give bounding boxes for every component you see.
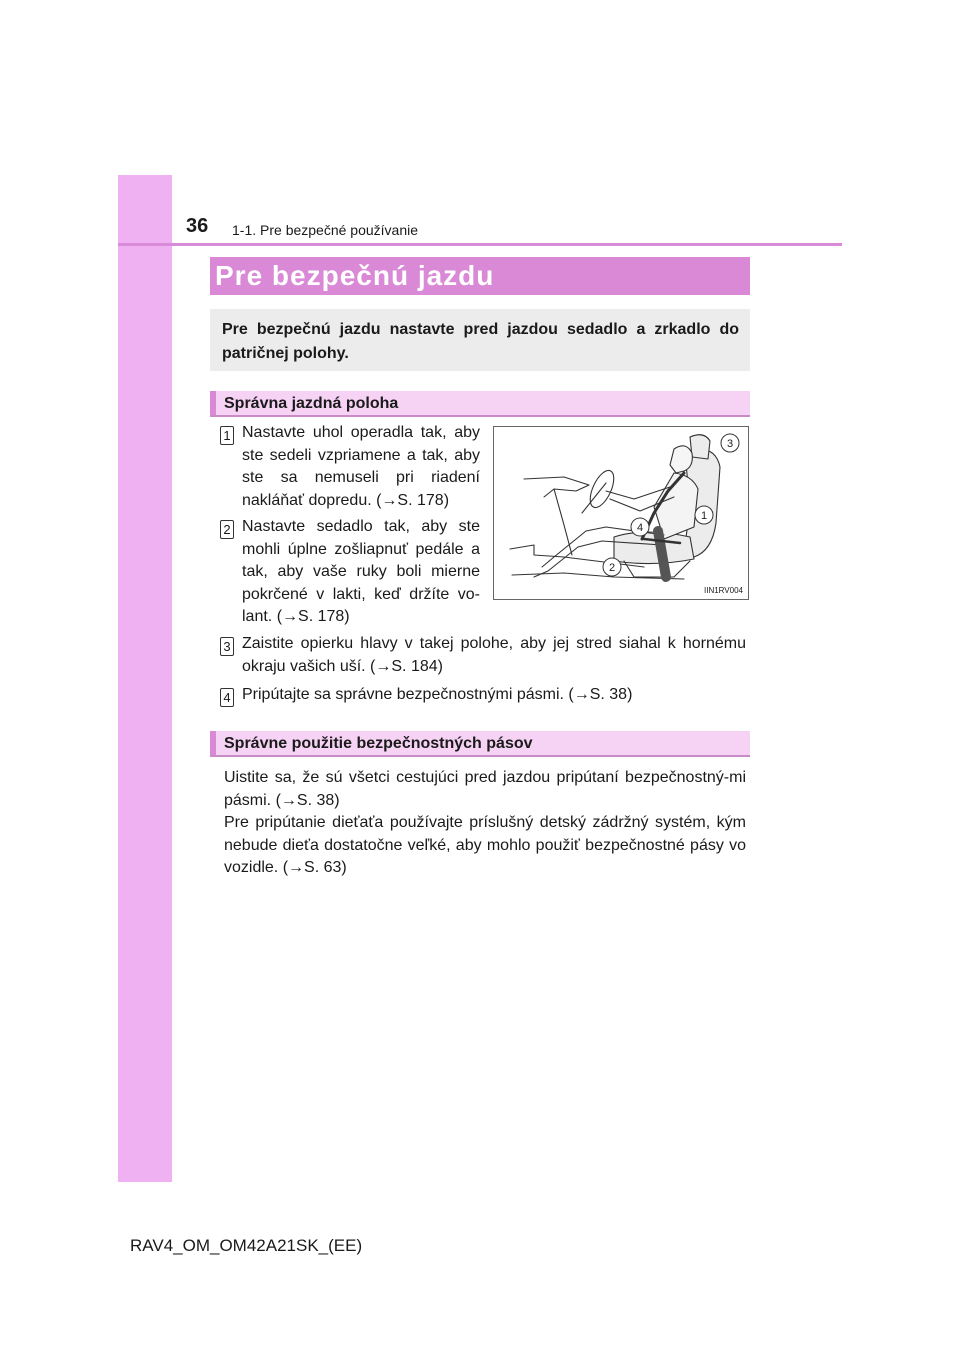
item-1-text: Nastavte uhol operadla tak, aby ste sedeli vzpriamene a tak, aby ste sa nemuseli pri riadení nakláňať dopredu. (→S. 178) (242, 424, 480, 509)
driver-illustration (494, 427, 748, 599)
side-margin-bar (118, 175, 172, 1182)
subheading-seatbelt-use (210, 731, 750, 757)
document-code-footer: RAV4_OM_OM42A21SK_(EE) (130, 1236, 363, 1255)
callout-label: 1 (700, 510, 708, 522)
page-number: 36 (186, 215, 209, 237)
section-breadcrumb: 1-1. Pre bezpečné používanie (232, 222, 419, 238)
item-4-text: Pripútajte sa správne bezpečnostnými pásmi. (→S. 38) (242, 686, 633, 703)
page-title: Pre bezpečnú jazdu (215, 260, 495, 291)
item-number-badge: 3 (220, 637, 234, 656)
subheading-stripe (210, 731, 216, 755)
seatbelt-paragraph-2: Pre pripútanie dieťaťa používajte príslušný detský zádržný systém, kým nebude dieťa dostatočne veľké, aby mohlo použiť bezpečnostné pásy vo vozidle. (→S. 63) (224, 814, 746, 876)
subheading-stripe (210, 391, 216, 415)
driving-position-figure (493, 426, 749, 600)
subheading-driving-position (210, 391, 750, 417)
item-2-text: Nastavte sedadlo tak, aby ste mohli úplne zošliapnuť pedále a tak, aby vaše ruky boli mierne pokrčené v lakti, keď držíte vo-lant. (→S. 178) (242, 518, 480, 625)
subheading-text: Správne použitie bezpečnostných pásov (224, 735, 533, 752)
callout-label: 2 (608, 562, 616, 574)
seatbelt-paragraph-1: Uistite sa, že sú všetci cestujúci pred jazdou pripútaní bezpečnostný-mi pásmi. (→S. 38) (224, 769, 746, 809)
subheading-text: Správna jazdná poloha (224, 395, 399, 412)
callout-label: 4 (636, 522, 644, 534)
item-3-text: Zaistite opierku hlavy v takej polohe, aby jej stred siahal k hornému okraju vašich uší. (→S. 184) (242, 635, 746, 675)
figure-code: IIN1RV004 (704, 586, 743, 595)
item-number-badge: 2 (220, 520, 234, 539)
item-number-badge: 4 (220, 688, 234, 707)
header-divider (118, 243, 842, 246)
item-number-badge: 1 (220, 426, 234, 445)
intro-text: Pre bezpečnú jazdu nastavte pred jazdou sedadlo a zrkadlo do patričnej polohy. (222, 321, 739, 362)
callout-label: 3 (726, 438, 734, 450)
